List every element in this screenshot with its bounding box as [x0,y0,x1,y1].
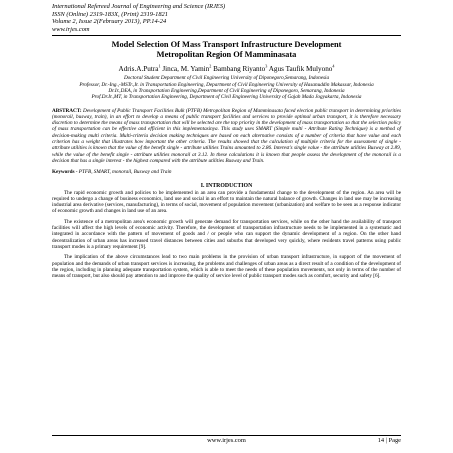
abstract-label: ABSTRACT: [52,107,82,114]
footer-site: www.irjes.com [207,437,246,444]
affiliation-2: Professor, Dr.-Ing.,-MSTr.,Ir. in Transportation Engineering, Department of Civil Engineering University of Hasanuddin Makassar, Indonesia [79,81,374,88]
author-3-mark: 3 [265,63,268,69]
paper-title [52,40,401,60]
intro-paragraph-2: The existence of a metropolitan area's economic growth will generate demand for transportation services, while on the other hand the availability of transport facilities will affect the high levels of economic activity. Therefore, the development of transportation infrastructure needs to be implemented in a systematic and integrated in accordance with the pattern of movement of goods and / or people who can support the dynamic development of a region. On the other hand decentralization of urban areas has increased travel distances between cities and suburbs that developed very quickly, where residents travel patterns using public transport modes is a primary requirement [9]. [52,218,401,250]
author-1: Adris.A.Putra [118,65,159,74]
keywords-text: - PTFB, SMART, monorail, Busway and Train [74,169,172,176]
header-rule [52,35,401,36]
paper-title-line-1: Model Selection Of Mass Transport Infrastructure Development [111,40,342,50]
author-4: Agus Taufik Mulyono [267,65,333,74]
intro-paragraph-3: The implication of the above circumstances lead to two main problems in the provision of urban transport infrastructure, in support of the movement of population and the demands of urban transport services is increasing, the problems and challenges of urban areas as a direct result of a condition of the development of the region, including in planning adequate transportation system, which is able to meet the needs of these population movements, not only in terms of the number of means of transport, but also should pay attention to and improve the quality of service level of public transport modes such as comfort, security and safety [6]. [52,254,401,280]
footer-rule [52,435,401,436]
keywords [52,169,401,175]
author-3: Bambang Riyanto [211,65,266,74]
abstract [52,108,401,165]
journal-issn: ISSN (Online) 2319-183X, (Print) 2319-1821 [52,10,168,18]
author-4-mark: 4 [332,63,335,69]
author-2-mark: 2 [209,63,212,69]
keywords-label: Keywords [52,169,75,176]
author-1-mark: 1 [158,63,161,69]
footer-page-number: 14 | Page [377,437,401,444]
journal-site: www.irjes.com [52,25,90,33]
intro-paragraph-1: The rapid economic growth and policies to be implemented in an area can provide a fundamental change to the development of the region. An area will be required to undergo a change of business economics, land use and social in an effort to maintain the natural balance of growth. Changes in land use may be increasing industrial area derivative (services, manufacturing), in terms of social, movement of population movement (urbanization) and welfare to be seen as a response indicator of economic growth and changes in land use of an area. [52,189,401,215]
journal-volume: Volume 2, Issue 2(February 2013), PP.14-24 [52,18,167,26]
paper-title-line-2: Metropolitan Region Of Mamminasata [156,50,297,60]
section-heading-introduction: I. INTRODUCTION [200,182,253,189]
affiliation-list [52,75,401,100]
author-list [52,65,401,74]
author-2: Jinca, M. Yamin [160,65,210,74]
journal-name: International Refereed Journal of Engineering and Science (IRJES) [52,3,226,10]
journal-header [52,3,401,33]
affiliation-1: Doctoral Student Department of Civil Engineering University of Diponegoro,Semarang, Indonesia [123,75,330,82]
abstract-text: Development of Public Transport Facilities Bulk (PTFB) Metropolitan Region of Mamminasata faced election public transport in determining priorities (monorail, busway, train), in an effort to develop a means of public transport facilities and services to provide optimal urban transport, it is therefore necessary discretion to determine the means of mass transportation that will be selected are the top priority in the development of mass transportation so that the selection policy of mass transportation can be effective and efficient in this implementasinya. This study uses SMART (Simple multi - Attribute Rating Technique) is a method of decision-making multi criteria. Multi-criteria decision making techniques are based on each alternative consists of a number of criteria that have value and each criterion has a weight that illustrates how important the other criteria. The results showed that the calculation of multiple criteria for the assessment of single - attribute utilities is known that the value of the benefit single - attribute utilities Trains amounted to 2.86. Interest's single value - the attribute utilities Busway at 2.89, while the value of the benefit single - attribute utilities monorail at 3.12. In these calculations it is known that people assess the development of the monorail is a decision that has a single interest - the highest compared with the attribute utilities Busway and Train. [52,107,401,164]
affiliation-4: Prof.Dr.Ir.,MT, in Transportation Engineering, Department of Civil Engineering University of Gajah Mada Jogyakarta, Indonesia [91,94,362,101]
affiliation-3: Dr.Ir.,DEA, in Transportation Engineering,Department of Civil Engineering of Diponegoro, Semarang, Indonesia [108,87,345,94]
